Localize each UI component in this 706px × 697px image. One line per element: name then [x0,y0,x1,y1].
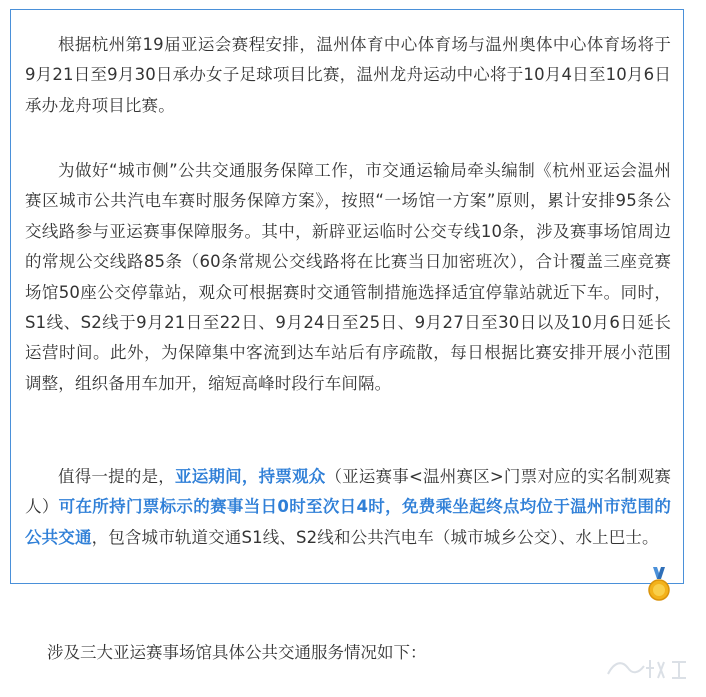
free-ride-text-2: （亚运赛事<温州赛区>门票对应的实名制观赛人） [25,467,671,517]
free-ride-text-3: ，包含城市轨道交通S1线、S2线和公共汽电车（城市城乡公交）、水上巴士。 [91,527,659,547]
medal-icon [648,566,670,602]
paragraph-schedule: 根据杭州第19届亚运会赛程安排，温州体育中心体育场与温州奥体中心体育场将于9月21日至9月30日承办女子足球项目比赛，温州龙舟运动中心将于10月4日至10月6日承办龙舟项目比赛。 [25,35,671,115]
free-ride-highlight-2: 可在所持门票标示的赛事当日0时至次日4时，免费乘坐起终点均位于温州市范围的公共交通 [25,497,671,547]
watermark-logo [602,648,702,688]
footer-intro-text: 涉及三大亚运赛事场馆具体公共交通服务情况如下： [47,643,427,662]
paragraph-bus-service: 为做好“城市侧”公共交通服务保障工作，市交通运输局牵头编制《杭州亚运会温州赛区城市公共汽电车赛时服务保障方案》，按照“一场馆一方案”原则，累计安排95条公交线路参与亚运赛事保障服务。其中，新辟亚运临时公交专线10条，涉及赛事场馆周边的常规公交线路85条（60条常规公交线路将在比赛当日加密班次），合计覆盖三座竞赛场馆50座公交停靠站，观众可根据赛时交通管制措施选择适宜停靠站就近下车。同时，S1线、S2线于9月21日至22日、9月24日至25日、9月27日至30日以及10月6日延长运营时间。此外，为保障集中客流到达车站后有序疏散，每日根据比赛安排开展小范围调整，组织备用车加开，缩短高峰时段行车间隔。 [25,161,671,393]
free-ride-text-1: 值得一提的是， [58,467,175,486]
free-ride-highlight-1: 亚运期间，持票观众 [175,467,326,486]
article-box [10,9,684,584]
paragraph-free-ride [25,462,671,553]
